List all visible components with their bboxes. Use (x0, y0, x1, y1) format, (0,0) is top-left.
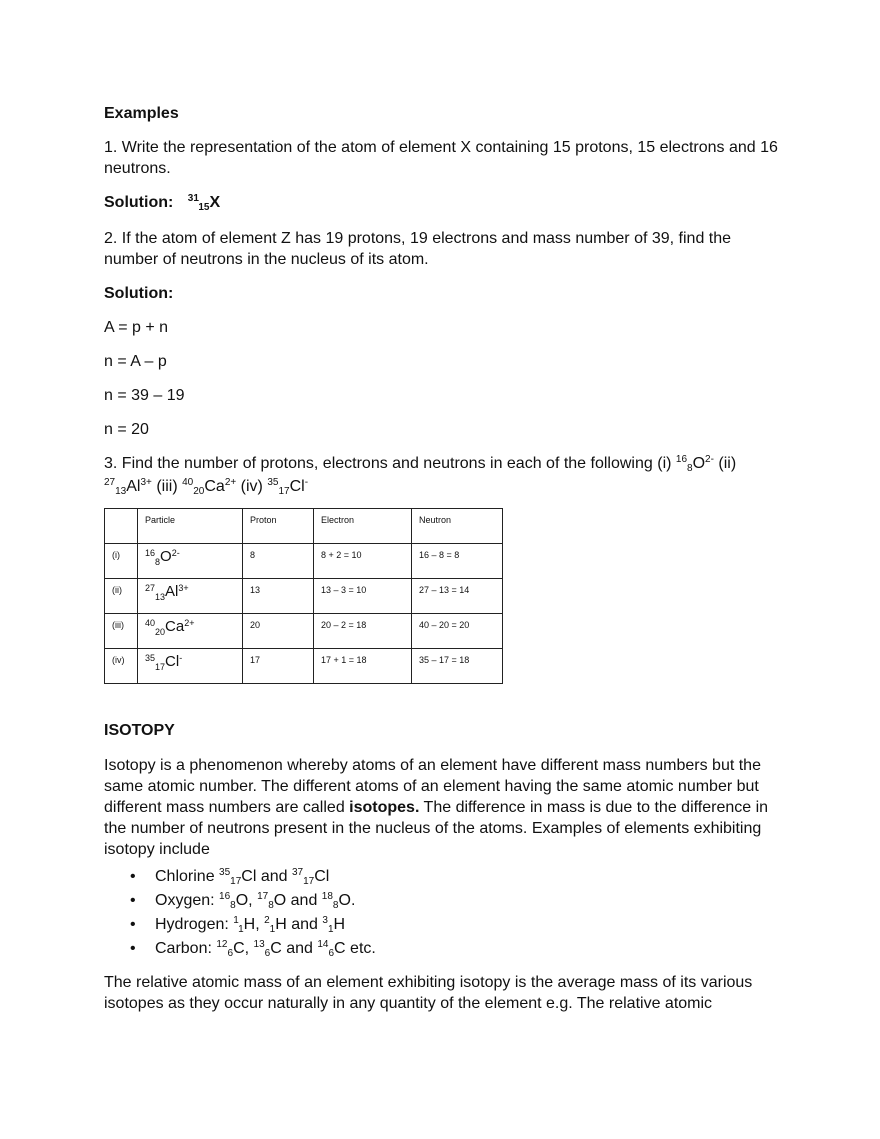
row-index: (iv) (105, 649, 138, 684)
nuclide: $^{37}$17Cl (291, 867, 330, 887)
table-header-cell: Neutron (412, 509, 503, 544)
nuclide: $^{17}$8O (257, 891, 287, 911)
table-row (105, 614, 503, 649)
isotopes-term: isotopes. (349, 799, 420, 816)
document-body (104, 103, 784, 1027)
nuclide: $^{16}8O^{2-}$ (675, 454, 714, 474)
nuclide: $^{40}20Ca^{2+}$ (182, 477, 237, 497)
row-index: (i) (105, 544, 138, 579)
particle-cell (138, 579, 243, 614)
nuclide: $^{18}$8O (321, 891, 351, 911)
isotope-examples-list (104, 866, 784, 962)
solution-step: n = 39 – 19 (104, 387, 185, 404)
question-3-text: 3. Find the number of protons, electrons and neutrons in each of the following (104, 455, 658, 472)
list-item: • Carbon: $^{12}$6C, $^{13}$6C and $^{14}$6C etc. (155, 938, 784, 962)
list-item: • Oxygen: $^{16}$8O, $^{17}$8O and $^{18}$8O. (155, 890, 784, 914)
list-item: • Chlorine $^{35}$17Cl and $^{37}$17Cl (155, 866, 784, 890)
nuclide: $^3$1H (322, 915, 346, 935)
electron-cell: 20 – 2 = 18 (314, 614, 412, 649)
item-label: (iv) (240, 478, 268, 495)
nuclide: $^{13}$6C (253, 939, 282, 959)
question-2: 2. If the atom of element Z has 19 protons, 19 electrons and mass number of 39, find the number of neutrons in the nucleus of its atom. (104, 230, 732, 268)
table-header-cell: Proton (243, 509, 314, 544)
neutron-cell: 35 – 17 = 18 (412, 649, 503, 684)
row-index: (ii) (105, 579, 138, 614)
particle-cell (138, 614, 243, 649)
item-label: (i) (657, 455, 676, 472)
table-header-cell: Electron (314, 509, 412, 544)
electron-cell: 13 – 3 = 10 (314, 579, 412, 614)
nuclide: $^{35}$17Cl (219, 867, 257, 887)
neutron-cell: 40 – 20 = 20 (412, 614, 503, 649)
item-label: (iii) (156, 478, 183, 495)
table-header-cell: Particle (138, 509, 243, 544)
list-item: • Hydrogen: $^1$1H, $^2$1H and $^3$1H (155, 914, 784, 938)
particle-nuclide: $^{27}_{13}Al^{3+}$ (145, 583, 189, 602)
solution-2-label: Solution: (104, 285, 174, 302)
isotopy-heading: ISOTOPY (104, 722, 175, 739)
table-row (105, 579, 503, 614)
table-row (105, 649, 503, 684)
examples-heading: Examples (104, 105, 179, 122)
table-row (105, 544, 503, 579)
nuclide: $^{27}13Al^{3+}$ (104, 477, 152, 497)
row-index: (iii) (105, 614, 138, 649)
solution-label: Solution: (104, 194, 174, 211)
solution-step: n = A – p (104, 353, 167, 370)
nuclide: $^{35}$17Cl- (267, 477, 309, 497)
neutron-cell: 16 – 8 = 8 (412, 544, 503, 579)
proton-cell: 13 (243, 579, 314, 614)
solution-1 (104, 192, 784, 215)
solution-step: n = 20 (104, 421, 149, 438)
nuclide: $^{16}$8O (219, 891, 249, 911)
electron-cell: 17 + 1 = 18 (314, 649, 412, 684)
solution-step: A = p + n (104, 319, 169, 336)
table-header-cell (105, 509, 138, 544)
proton-cell: 17 (243, 649, 314, 684)
proton-cell: 20 (243, 614, 314, 649)
proton-cell: 8 (243, 544, 314, 579)
particle-nuclide: $^{35}_{17}$Cl- (145, 653, 183, 672)
item-label: (ii) (718, 455, 737, 472)
nuclide: $^{12}$6C (216, 939, 245, 959)
particle-nuclide: $^{40}_{20}Ca^{2+}$ (145, 618, 195, 637)
closing-paragraph: The relative atomic mass of an element exhibiting isotopy is the average mass of its various isotopes as they occur naturally in any quantity of the element e.g. The relative atomic (104, 974, 753, 1012)
particle-nuclide: $^{16}_8O^{2-}$ (145, 548, 180, 567)
question-3 (104, 453, 784, 499)
table-header-row (105, 509, 503, 544)
isotopy-paragraph: Isotopy is a phenomenon whereby atoms of an element have different mass numbers but the same atomic number. The different atoms of an element having the same atomic number but different mass numbers are called isotopes. The difference in mass is due to the difference in the number of neutrons present in the nucleus of the atoms. Examples of elements exhibiting isotopy include (104, 757, 769, 858)
question-1: 1. Write the representation of the atom of element X containing 15 protons, 15 electrons and 16 neutrons. (104, 139, 778, 177)
nuclide: $^2$1H (264, 915, 287, 935)
answer-nuclide: $^{31}$15X (187, 193, 221, 213)
electron-cell: 8 + 2 = 10 (314, 544, 412, 579)
particle-cell (138, 649, 243, 684)
nuclide: $^1$1H (233, 915, 256, 935)
nuclide: $^{14}$6C (317, 939, 346, 959)
neutron-cell: 27 – 13 = 14 (412, 579, 503, 614)
particle-cell (138, 544, 243, 579)
particle-table (104, 508, 503, 684)
